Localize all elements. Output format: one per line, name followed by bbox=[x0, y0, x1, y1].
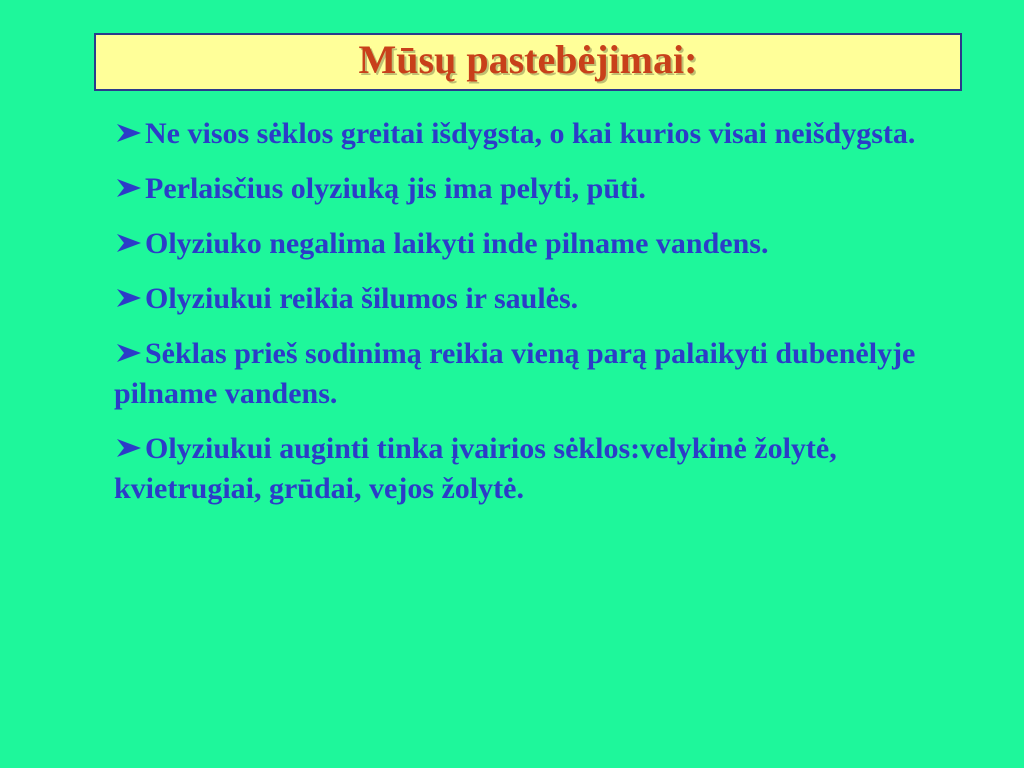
list-item bbox=[114, 169, 974, 209]
arrowhead-bullet-icon bbox=[114, 177, 144, 199]
bullet-text: Olyziuko negalima laikyti inde pilname vandens. bbox=[145, 227, 769, 260]
arrowhead-bullet-icon bbox=[114, 122, 144, 144]
bullet-list bbox=[114, 114, 974, 524]
list-item bbox=[114, 279, 974, 319]
arrowhead-bullet-icon bbox=[114, 342, 144, 364]
bullet-text: Sėklas prieš sodinimą reikia vieną parą palaikyti dubenėlyje pilname vandens. bbox=[114, 337, 916, 410]
bullet-text: Perlaisčius olyziuką jis ima pelyti, pūti. bbox=[145, 172, 646, 205]
bullet-text: Ne visos sėklos greitai išdygsta, o kai kurios visai neišdygsta. bbox=[145, 117, 916, 150]
slide-title: Mūsų pastebėjimai: bbox=[358, 37, 698, 82]
arrowhead-bullet-icon bbox=[114, 437, 144, 459]
bullet-text: Olyziukui auginti tinka įvairios sėklos:velykinė žolytė, kvietrugiai, grūdai, vejos žolytė. bbox=[114, 432, 837, 505]
list-item bbox=[114, 429, 974, 509]
title-box bbox=[94, 33, 962, 91]
list-item bbox=[114, 334, 974, 414]
list-item bbox=[114, 224, 974, 264]
list-item bbox=[114, 114, 974, 154]
arrowhead-bullet-icon bbox=[114, 232, 144, 254]
bullet-text: Olyziukui reikia šilumos ir saulės. bbox=[145, 282, 579, 315]
arrowhead-bullet-icon bbox=[114, 287, 144, 309]
